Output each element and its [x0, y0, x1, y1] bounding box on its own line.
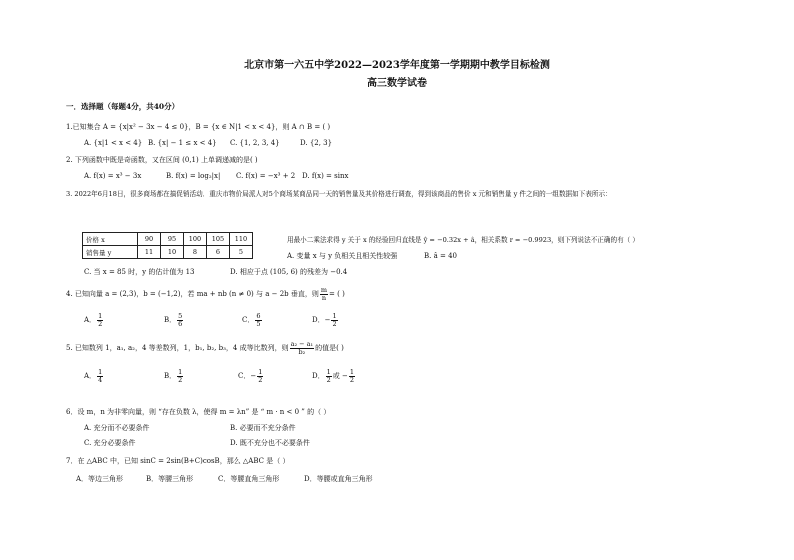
fraction-denominator: 5 [256, 320, 261, 328]
q4-stem-tail: = ( ) [329, 290, 345, 298]
q4-fraction [320, 287, 328, 302]
fraction-numerator: 5 [178, 312, 183, 320]
option-letter: D． [312, 372, 325, 380]
fraction-numerator: 1 [178, 368, 183, 376]
option-letter: B． [164, 316, 177, 324]
q3-option-b: B. â = 40 [424, 252, 457, 260]
fraction-numerator: 1 [258, 368, 263, 376]
option-letter: C．− [238, 372, 257, 380]
q4-option-b [164, 313, 184, 328]
q7-option-b: B．等腰三角形 [146, 475, 194, 483]
q7-stem: 7．在 △ABC 中，已知 sinC = 2sin(B+C)cosB，那么 △ABC 是（ ） [66, 457, 290, 465]
table-cell: 90 [138, 233, 161, 246]
option-fraction [177, 313, 183, 328]
q5-option-c [238, 369, 264, 384]
fraction-numerator: 1 [98, 368, 103, 376]
q2-option-a: A. f(x) = x³ − 3x [84, 172, 142, 180]
q5-stem-tail: 的值是( ) [315, 344, 344, 352]
table-cell: 6 [207, 246, 230, 259]
q6-option-b: B. 必要而不充分条件 [230, 424, 296, 432]
fraction-numerator: m [320, 286, 328, 294]
q4-option-c [242, 313, 263, 328]
q5-stem-text: 5. 已知数列 1，a₁, a₂，4 等差数列，1，b₁, b₂, b₃，4 成等比数列，则 [66, 344, 289, 352]
fraction-numerator: 1 [326, 368, 331, 376]
option-letter: C． [242, 316, 255, 324]
option-connector: 或 − [332, 372, 348, 380]
fraction-denominator: 2 [349, 376, 354, 384]
table-cell: 价格 x [83, 233, 138, 246]
q4-option-a [84, 313, 104, 328]
table-cell: 5 [230, 246, 253, 259]
q2-option-b: B. f(x) = log₂|x| [166, 172, 221, 180]
q3-data-table [82, 232, 253, 259]
q1-option-a: A. {x|1 < x < 4} [84, 139, 143, 147]
fraction-denominator: b₂ [298, 348, 306, 356]
q5-stem [66, 341, 344, 356]
fraction-numerator: a₂ − a₁ [290, 340, 314, 348]
table-cell: 100 [184, 233, 207, 246]
q1-option-b: B. {x| − 1 ≤ x < 4} [148, 139, 217, 147]
table-cell: 11 [138, 246, 161, 259]
table-row [83, 246, 253, 259]
exam-subtitle: 高三数学试卷 [367, 78, 427, 89]
fraction-denominator: 2 [98, 320, 103, 328]
fraction-denominator: n [321, 294, 327, 302]
q3-option-c: C. 当 x = 85 时，y 的估计值为 13 [84, 268, 195, 276]
q5-option-b [164, 369, 184, 384]
q2-stem: 2. 下列函数中既是奇函数，又在区间 (0,1) 上单调递减的是( ) [66, 156, 258, 164]
q1-option-d: D. {2, 3} [300, 139, 333, 147]
q6-option-d: D. 既不充分也不必要条件 [230, 439, 310, 447]
fraction-denominator: 4 [98, 376, 103, 384]
q4-option-d [312, 313, 339, 328]
q1-option-c: C. {1, 2, 3, 4} [230, 139, 280, 147]
q4-stem [66, 287, 345, 302]
q7-option-d: D．等腰或直角三角形 [304, 475, 373, 483]
table-cell: 95 [161, 233, 184, 246]
fraction-numerator: 1 [332, 312, 337, 320]
q3-option-a: A. 变量 x 与 y 负相关且相关性较强 [287, 252, 398, 260]
option-fraction [331, 313, 337, 328]
q4-stem-text: 4. 已知向量 a = (2,3)，b = (−1,2)，若 ma + nb (n ≠ 0) 与 a − 2b 垂直，则 [66, 290, 319, 298]
fraction-numerator: 1 [349, 368, 354, 376]
option-fraction [255, 313, 261, 328]
option-letter: B． [164, 372, 177, 380]
fraction-denominator: 6 [178, 320, 183, 328]
table-cell: 105 [207, 233, 230, 246]
option-fraction [97, 313, 103, 328]
q6-option-c: C. 充分必要条件 [84, 439, 136, 447]
exam-title: 北京市第一六五中学2022—2023学年度第一学期期中教学目标检测 [244, 60, 550, 71]
table-cell: 销售量 y [83, 246, 138, 259]
q7-option-c: C．等腰直角三角形 [218, 475, 280, 483]
table-cell: 110 [230, 233, 253, 246]
fraction-denominator: 2 [326, 376, 331, 384]
fraction-numerator: 6 [256, 312, 261, 320]
fraction-denominator: 2 [332, 320, 337, 328]
q5-fraction [290, 341, 315, 356]
q6-stem: 6．设 m，n 为非零向量，则 “存在负数 λ，使得 m = λn” 是 “ m · n < 0 ” 的（ ） [66, 408, 331, 416]
option-letter: A． [84, 372, 97, 380]
q7-option-a: A．等边三角形 [76, 475, 124, 483]
q3-stem: 3. 2022年6月18日，很多商场都在搞促销活动．重庆市物价局派人对5个商场某商品同一天的销售量及其价格进行调查，得到该商品的售价 x 元和销售量 y 件之间的一组数据如下表所示： [66, 190, 612, 198]
q2-option-c: C. f(x) = −x³ + 2 [236, 172, 296, 180]
q5-option-d [312, 369, 356, 384]
option-fraction [257, 369, 263, 384]
section-heading: 一．选择题（每题4分，共40分） [66, 102, 180, 111]
table-cell: 10 [161, 246, 184, 259]
q6-option-a: A. 充分而不必要条件 [84, 424, 150, 432]
fraction-numerator: 1 [98, 312, 103, 320]
q3-option-d: D. 相应于点 (105, 6) 的残差为 −0.4 [230, 268, 348, 276]
fraction-denominator: 2 [178, 376, 183, 384]
table-row [83, 233, 253, 246]
q1-stem: 1.已知集合 A = {x|x² − 3x − 4 ≤ 0}，B = {x ∈ N|1 < x < 4}，则 A ∩ B = ( ) [66, 123, 331, 131]
q2-option-d: D. f(x) = sinx [302, 172, 349, 180]
q3-side-text: 用最小二乘法求得 y 关于 x 的经验回归直线是 ŷ = −0.32x + â，相关系数 r = −0.9923，则下列说法不正确的有（ ） [287, 236, 639, 244]
q5-option-a [84, 369, 104, 384]
option-letter: D．− [312, 316, 331, 324]
option-letter: A． [84, 316, 97, 324]
fraction-denominator: 2 [258, 376, 263, 384]
option-fraction [349, 369, 355, 384]
option-fraction [97, 369, 103, 384]
table-cell: 8 [184, 246, 207, 259]
option-fraction [177, 369, 183, 384]
option-fraction [326, 369, 332, 384]
